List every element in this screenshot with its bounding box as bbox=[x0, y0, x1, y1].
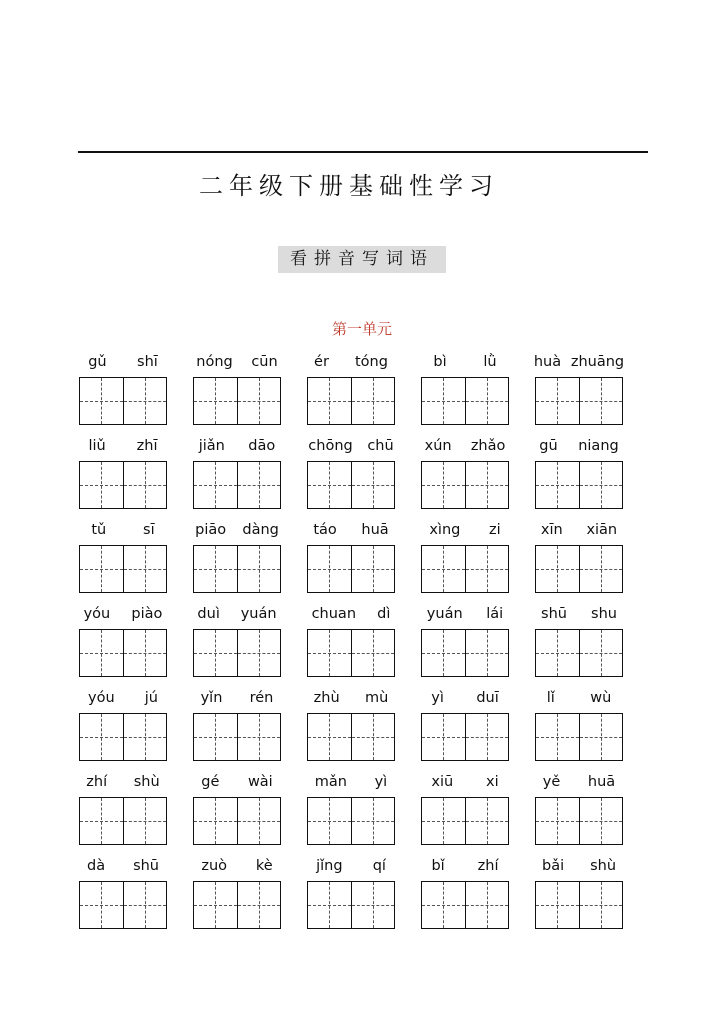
word-item bbox=[79, 348, 167, 428]
pinyin-syllable: zuò bbox=[201, 858, 228, 874]
word-item bbox=[193, 348, 281, 428]
word-item bbox=[193, 600, 281, 680]
word-item bbox=[307, 852, 395, 932]
tianzige-cell[interactable] bbox=[124, 713, 168, 761]
pinyin-syllable: dì bbox=[377, 606, 391, 622]
writing-boxes bbox=[421, 797, 509, 845]
pinyin-syllable: tǔ bbox=[91, 522, 107, 538]
tianzige-cell[interactable] bbox=[421, 461, 466, 509]
word-item bbox=[535, 600, 623, 680]
word-item bbox=[535, 432, 623, 512]
writing-boxes bbox=[307, 461, 395, 509]
tianzige-cell[interactable] bbox=[352, 461, 396, 509]
writing-boxes bbox=[421, 713, 509, 761]
writing-boxes bbox=[535, 545, 623, 593]
pinyin-syllable: zhí bbox=[477, 858, 499, 874]
pinyin-syllable: wài bbox=[247, 774, 273, 790]
pinyin-syllable: qí bbox=[372, 858, 386, 874]
pinyin-label bbox=[73, 352, 173, 372]
pinyin-syllable: zhù bbox=[313, 690, 340, 706]
word-item bbox=[79, 432, 167, 512]
tianzige-cell[interactable] bbox=[124, 881, 168, 929]
pinyin-syllable: chuan bbox=[311, 606, 357, 622]
tianzige-cell[interactable] bbox=[238, 797, 282, 845]
pinyin-syllable: rén bbox=[249, 690, 274, 706]
tianzige-cell[interactable] bbox=[580, 797, 624, 845]
pinyin-label bbox=[73, 772, 173, 792]
pinyin-label bbox=[529, 436, 629, 456]
pinyin-syllable: xìng bbox=[429, 522, 461, 538]
tianzige-cell[interactable] bbox=[193, 713, 238, 761]
pinyin-label bbox=[73, 856, 173, 876]
tianzige-cell[interactable] bbox=[421, 881, 466, 929]
tianzige-cell[interactable] bbox=[421, 377, 466, 425]
pinyin-label bbox=[187, 772, 287, 792]
writing-boxes bbox=[535, 797, 623, 845]
tianzige-cell[interactable] bbox=[193, 461, 238, 509]
tianzige-cell[interactable] bbox=[421, 629, 466, 677]
pinyin-label bbox=[187, 520, 287, 540]
pinyin-syllable: xīn bbox=[540, 522, 563, 538]
pinyin-syllable: dà bbox=[86, 858, 106, 874]
tianzige-cell[interactable] bbox=[466, 377, 510, 425]
pinyin-label bbox=[187, 856, 287, 876]
tianzige-cell[interactable] bbox=[352, 377, 396, 425]
pinyin-syllable: nóng bbox=[196, 354, 233, 370]
writing-boxes bbox=[79, 461, 167, 509]
pinyin-syllable: zhí bbox=[86, 774, 108, 790]
pinyin-syllable: shù bbox=[133, 774, 160, 790]
word-item bbox=[79, 852, 167, 932]
top-rule bbox=[78, 151, 648, 153]
tianzige-cell[interactable] bbox=[421, 713, 466, 761]
tianzige-cell[interactable] bbox=[307, 461, 352, 509]
pinyin-label bbox=[415, 604, 515, 624]
tianzige-cell[interactable] bbox=[79, 545, 124, 593]
pinyin-syllable: tóng bbox=[355, 354, 388, 370]
pinyin-label bbox=[529, 520, 629, 540]
tianzige-cell[interactable] bbox=[580, 881, 624, 929]
tianzige-cell[interactable] bbox=[535, 377, 580, 425]
tianzige-cell[interactable] bbox=[466, 797, 510, 845]
word-item bbox=[79, 600, 167, 680]
writing-boxes bbox=[79, 797, 167, 845]
pinyin-syllable: shū bbox=[541, 606, 567, 622]
pinyin-syllable: táo bbox=[313, 522, 337, 538]
pinyin-syllable: huā bbox=[587, 774, 616, 790]
writing-boxes bbox=[79, 713, 167, 761]
exercise-row bbox=[79, 432, 639, 516]
pinyin-label bbox=[301, 436, 401, 456]
pinyin-syllable: zhǎo bbox=[470, 438, 506, 454]
pinyin-label bbox=[529, 856, 629, 876]
writing-boxes bbox=[193, 797, 281, 845]
pinyin-syllable: xi bbox=[485, 774, 499, 790]
word-item bbox=[193, 432, 281, 512]
writing-boxes bbox=[421, 545, 509, 593]
tianzige-cell[interactable] bbox=[307, 629, 352, 677]
pinyin-syllable: lái bbox=[486, 606, 504, 622]
word-item bbox=[307, 684, 395, 764]
word-item bbox=[421, 852, 509, 932]
tianzige-cell[interactable] bbox=[580, 629, 624, 677]
tianzige-cell[interactable] bbox=[535, 797, 580, 845]
pinyin-label bbox=[73, 436, 173, 456]
word-item bbox=[79, 516, 167, 596]
tianzige-cell[interactable] bbox=[352, 797, 396, 845]
tianzige-cell[interactable] bbox=[307, 713, 352, 761]
pinyin-syllable: chōng bbox=[308, 438, 353, 454]
tianzige-cell[interactable] bbox=[193, 881, 238, 929]
pinyin-syllable: xiū bbox=[431, 774, 454, 790]
tianzige-cell[interactable] bbox=[535, 545, 580, 593]
tianzige-cell[interactable] bbox=[79, 797, 124, 845]
pinyin-syllable: duī bbox=[476, 690, 499, 706]
pinyin-syllable: gū bbox=[539, 438, 558, 454]
word-item bbox=[193, 684, 281, 764]
pinyin-syllable: bǐ bbox=[431, 858, 445, 874]
pinyin-syllable: yóu bbox=[83, 606, 111, 622]
pinyin-syllable: bǎi bbox=[541, 858, 565, 874]
pinyin-label bbox=[301, 520, 401, 540]
writing-boxes bbox=[307, 797, 395, 845]
word-item bbox=[421, 768, 509, 848]
pinyin-syllable: yǐn bbox=[200, 690, 223, 706]
pinyin-label bbox=[529, 352, 629, 372]
tianzige-cell[interactable] bbox=[535, 629, 580, 677]
pinyin-syllable: chū bbox=[367, 438, 394, 454]
pinyin-syllable: zhī bbox=[136, 438, 158, 454]
tianzige-cell[interactable] bbox=[307, 377, 352, 425]
pinyin-syllable: yuán bbox=[240, 606, 277, 622]
word-item bbox=[421, 516, 509, 596]
tianzige-cell[interactable] bbox=[238, 545, 282, 593]
pinyin-syllable: xún bbox=[424, 438, 452, 454]
writing-boxes bbox=[193, 377, 281, 425]
writing-boxes bbox=[193, 545, 281, 593]
writing-boxes bbox=[535, 713, 623, 761]
word-item bbox=[535, 684, 623, 764]
tianzige-cell[interactable] bbox=[124, 377, 168, 425]
pinyin-syllable: mù bbox=[364, 690, 389, 706]
writing-boxes bbox=[79, 881, 167, 929]
pinyin-label bbox=[301, 688, 401, 708]
section-title: 看拼音写词语 bbox=[278, 246, 446, 273]
pinyin-label bbox=[529, 688, 629, 708]
pinyin-syllable: niang bbox=[578, 438, 619, 454]
pinyin-label bbox=[415, 352, 515, 372]
pinyin-syllable: xiān bbox=[586, 522, 618, 538]
tianzige-cell[interactable] bbox=[79, 881, 124, 929]
word-item bbox=[421, 684, 509, 764]
writing-boxes bbox=[535, 881, 623, 929]
tianzige-cell[interactable] bbox=[124, 797, 168, 845]
pinyin-syllable: ér bbox=[314, 354, 329, 370]
word-item bbox=[193, 768, 281, 848]
tianzige-cell[interactable] bbox=[193, 377, 238, 425]
pinyin-label bbox=[187, 604, 287, 624]
pinyin-syllable: yì bbox=[374, 774, 388, 790]
pinyin-syllable: yuán bbox=[426, 606, 463, 622]
tianzige-cell[interactable] bbox=[466, 545, 510, 593]
word-item bbox=[535, 348, 623, 428]
writing-boxes bbox=[535, 461, 623, 509]
page-title: 二年级下册基础性学习 bbox=[199, 172, 499, 200]
word-item bbox=[421, 432, 509, 512]
tianzige-cell[interactable] bbox=[79, 377, 124, 425]
tianzige-cell[interactable] bbox=[238, 461, 282, 509]
pinyin-syllable: yě bbox=[542, 774, 561, 790]
tianzige-cell[interactable] bbox=[352, 545, 396, 593]
tianzige-cell[interactable] bbox=[124, 545, 168, 593]
pinyin-label bbox=[529, 772, 629, 792]
pinyin-syllable: cūn bbox=[251, 354, 278, 370]
pinyin-label bbox=[415, 856, 515, 876]
pinyin-syllable: shū bbox=[133, 858, 159, 874]
tianzige-cell[interactable] bbox=[421, 545, 466, 593]
pinyin-syllable: huà bbox=[533, 354, 562, 370]
tianzige-cell[interactable] bbox=[535, 881, 580, 929]
pinyin-syllable: sī bbox=[143, 522, 155, 538]
word-item bbox=[307, 348, 395, 428]
word-item bbox=[193, 852, 281, 932]
tianzige-cell[interactable] bbox=[580, 713, 624, 761]
pinyin-syllable: jiǎn bbox=[198, 438, 225, 454]
word-item bbox=[193, 516, 281, 596]
pinyin-label bbox=[415, 520, 515, 540]
writing-boxes bbox=[307, 713, 395, 761]
pinyin-label bbox=[73, 604, 173, 624]
pinyin-syllable: lǜ bbox=[483, 354, 497, 370]
writing-boxes bbox=[79, 545, 167, 593]
pinyin-syllable: gǔ bbox=[88, 354, 107, 370]
tianzige-cell[interactable] bbox=[307, 797, 352, 845]
word-item bbox=[307, 432, 395, 512]
tianzige-cell[interactable] bbox=[580, 461, 624, 509]
writing-boxes bbox=[535, 377, 623, 425]
pinyin-label bbox=[187, 436, 287, 456]
tianzige-cell[interactable] bbox=[352, 881, 396, 929]
pinyin-syllable: zi bbox=[489, 522, 501, 538]
tianzige-cell[interactable] bbox=[124, 461, 168, 509]
writing-boxes bbox=[193, 881, 281, 929]
pinyin-label bbox=[529, 604, 629, 624]
exercise-row bbox=[79, 684, 639, 768]
pinyin-syllable: bì bbox=[433, 354, 447, 370]
writing-boxes bbox=[193, 461, 281, 509]
pinyin-syllable: shī bbox=[137, 354, 158, 370]
exercise-grid bbox=[79, 348, 639, 936]
pinyin-label bbox=[415, 772, 515, 792]
tianzige-cell[interactable] bbox=[352, 713, 396, 761]
tianzige-cell[interactable] bbox=[238, 713, 282, 761]
pinyin-label bbox=[301, 604, 401, 624]
word-item bbox=[535, 852, 623, 932]
writing-boxes bbox=[193, 629, 281, 677]
pinyin-syllable: shu bbox=[591, 606, 617, 622]
word-item bbox=[421, 348, 509, 428]
pinyin-label bbox=[187, 352, 287, 372]
pinyin-syllable: jú bbox=[144, 690, 158, 706]
tianzige-cell[interactable] bbox=[193, 545, 238, 593]
pinyin-label bbox=[73, 688, 173, 708]
pinyin-syllable: duì bbox=[197, 606, 220, 622]
tianzige-cell[interactable] bbox=[535, 713, 580, 761]
word-item bbox=[79, 684, 167, 764]
pinyin-syllable: liǔ bbox=[88, 438, 106, 454]
tianzige-cell[interactable] bbox=[193, 629, 238, 677]
word-item bbox=[535, 516, 623, 596]
exercise-row bbox=[79, 768, 639, 852]
exercise-row bbox=[79, 516, 639, 600]
tianzige-cell[interactable] bbox=[79, 713, 124, 761]
writing-boxes bbox=[79, 629, 167, 677]
pinyin-label bbox=[187, 688, 287, 708]
word-item bbox=[535, 768, 623, 848]
tianzige-cell[interactable] bbox=[466, 461, 510, 509]
pinyin-label bbox=[415, 436, 515, 456]
tianzige-cell[interactable] bbox=[421, 797, 466, 845]
pinyin-label bbox=[301, 772, 401, 792]
pinyin-syllable: dàng bbox=[242, 522, 279, 538]
tianzige-cell[interactable] bbox=[580, 545, 624, 593]
writing-boxes bbox=[79, 377, 167, 425]
tianzige-cell[interactable] bbox=[238, 377, 282, 425]
tianzige-cell[interactable] bbox=[307, 545, 352, 593]
tianzige-cell[interactable] bbox=[580, 377, 624, 425]
writing-boxes bbox=[307, 377, 395, 425]
word-item bbox=[307, 600, 395, 680]
word-item bbox=[79, 768, 167, 848]
tianzige-cell[interactable] bbox=[193, 797, 238, 845]
tianzige-cell[interactable] bbox=[79, 461, 124, 509]
pinyin-syllable: yì bbox=[431, 690, 444, 706]
tianzige-cell[interactable] bbox=[124, 629, 168, 677]
writing-boxes bbox=[421, 461, 509, 509]
writing-boxes bbox=[307, 629, 395, 677]
exercise-row bbox=[79, 852, 639, 936]
word-item bbox=[307, 768, 395, 848]
pinyin-syllable: wù bbox=[590, 690, 612, 706]
exercise-row bbox=[79, 600, 639, 684]
writing-boxes bbox=[193, 713, 281, 761]
pinyin-syllable: zhuāng bbox=[570, 354, 625, 370]
writing-boxes bbox=[307, 545, 395, 593]
pinyin-syllable: yóu bbox=[88, 690, 115, 706]
tianzige-cell[interactable] bbox=[307, 881, 352, 929]
tianzige-cell[interactable] bbox=[535, 461, 580, 509]
pinyin-label bbox=[73, 520, 173, 540]
pinyin-syllable: mǎn bbox=[314, 774, 347, 790]
tianzige-cell[interactable] bbox=[238, 629, 282, 677]
tianzige-cell[interactable] bbox=[466, 713, 510, 761]
exercise-row bbox=[79, 348, 639, 432]
writing-boxes bbox=[307, 881, 395, 929]
tianzige-cell[interactable] bbox=[466, 629, 510, 677]
pinyin-syllable: shù bbox=[590, 858, 617, 874]
pinyin-syllable: gé bbox=[201, 774, 220, 790]
pinyin-syllable: huā bbox=[361, 522, 389, 538]
pinyin-label bbox=[301, 352, 401, 372]
pinyin-syllable: piāo bbox=[195, 522, 227, 538]
pinyin-syllable: dāo bbox=[248, 438, 276, 454]
pinyin-syllable: lǐ bbox=[546, 690, 555, 706]
word-item bbox=[421, 600, 509, 680]
pinyin-syllable: jǐng bbox=[316, 858, 343, 874]
writing-boxes bbox=[421, 377, 509, 425]
tianzige-cell[interactable] bbox=[466, 881, 510, 929]
tianzige-cell[interactable] bbox=[79, 629, 124, 677]
tianzige-cell[interactable] bbox=[352, 629, 396, 677]
pinyin-syllable: kè bbox=[255, 858, 273, 874]
writing-boxes bbox=[421, 881, 509, 929]
pinyin-label bbox=[301, 856, 401, 876]
unit-title: 第一单元 bbox=[331, 320, 392, 338]
writing-boxes bbox=[535, 629, 623, 677]
tianzige-cell[interactable] bbox=[238, 881, 282, 929]
pinyin-label bbox=[415, 688, 515, 708]
writing-boxes bbox=[421, 629, 509, 677]
word-item bbox=[307, 516, 395, 596]
pinyin-syllable: piào bbox=[131, 606, 163, 622]
